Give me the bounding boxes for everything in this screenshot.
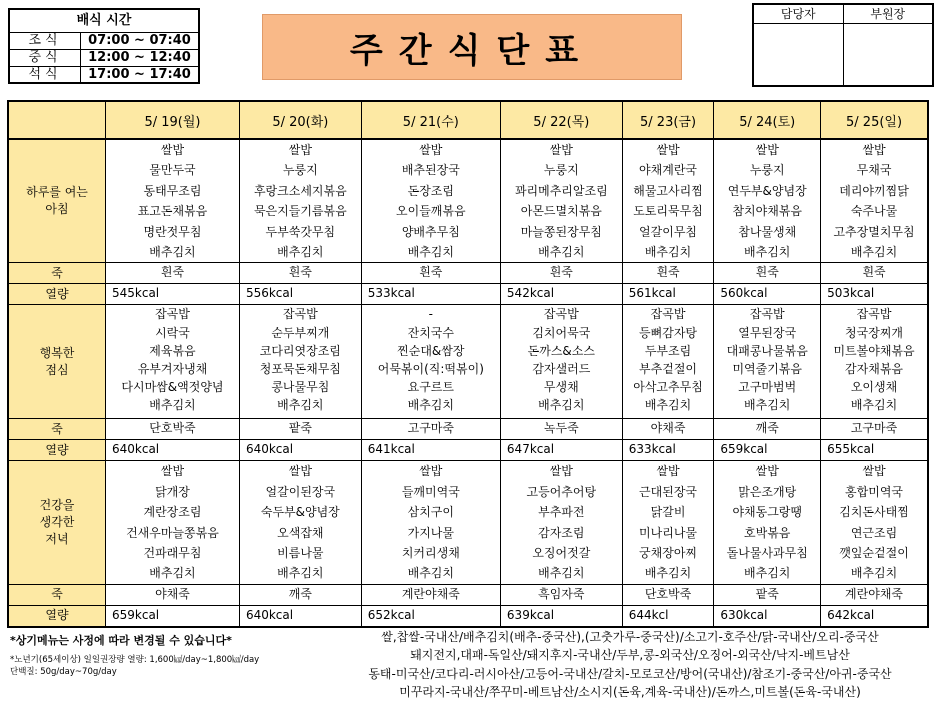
kcal-cell: 639kcal bbox=[500, 605, 622, 627]
menu-item: 두부조림 bbox=[644, 343, 692, 358]
menu-item: 쌀밥 bbox=[656, 143, 680, 157]
porridge-cell: 흰죽 bbox=[361, 263, 500, 284]
menu-item: 잡곡밥 bbox=[282, 307, 318, 322]
menu-cell bbox=[622, 461, 714, 584]
menu-item: 명란젓무침 bbox=[143, 224, 202, 239]
menu-cell bbox=[714, 139, 821, 263]
menu-item: 참나물생채 bbox=[738, 224, 797, 239]
origin-line: 쌀,찹쌀-국내산/배추김치(배추-중국산),(고춧가루-중국산)/소고기-호주산/닭-국내산/오리-중국산 bbox=[381, 630, 879, 644]
menu-item: 시락국 bbox=[155, 325, 190, 340]
lunch-porridge-row bbox=[8, 419, 928, 440]
signature-area bbox=[844, 24, 933, 85]
label-line: 건강을 bbox=[39, 498, 75, 513]
kcal-label: 열량 bbox=[8, 605, 106, 627]
menu-item: 배추김치 bbox=[850, 566, 898, 581]
menu-item: 잡곡밥 bbox=[650, 307, 686, 322]
menu-cell bbox=[239, 305, 361, 419]
menu-item: 배추김치 bbox=[744, 566, 791, 581]
origin-line: 미꾸라지-국내산/쭈꾸미-베트남산/소시지(돈육,계육-국내산)/돈까스,미트볼(돈육-국내산) bbox=[399, 685, 861, 700]
menu-item: 배추김치 bbox=[407, 398, 454, 413]
kcal-cell: 556kcal bbox=[239, 284, 361, 305]
menu-item: - bbox=[428, 307, 433, 322]
serving-meal-label: 중식 bbox=[10, 50, 81, 66]
menu-cell bbox=[239, 461, 361, 584]
kcal-cell: 647kcal bbox=[500, 440, 622, 461]
kcal-cell: 640kcal bbox=[239, 605, 361, 627]
menu-item: 감자채볶음 bbox=[845, 362, 904, 377]
menu-item: 도토리묵무침 bbox=[633, 204, 703, 219]
day-header: 5/ 24(토) bbox=[714, 101, 821, 139]
menu-item: 무채국 bbox=[856, 163, 892, 178]
signature-area bbox=[754, 24, 843, 85]
menu-item: 쌀밥 bbox=[656, 464, 680, 479]
porridge-cell: 흰죽 bbox=[500, 263, 622, 284]
kcal-cell: 503kcal bbox=[821, 284, 928, 305]
porridge-cell: 야채죽 bbox=[106, 584, 240, 605]
porridge-cell: 녹두죽 bbox=[500, 419, 622, 440]
serving-row-breakfast bbox=[10, 33, 198, 50]
menu-cell bbox=[106, 461, 240, 584]
approval-label: 부원장 bbox=[844, 5, 933, 24]
change-notice: *상기메뉴는 사정에 따라 변경될 수 있습니다* bbox=[10, 634, 232, 647]
porridge-cell: 흑임자죽 bbox=[500, 584, 622, 605]
porridge-cell: 흰죽 bbox=[106, 263, 240, 284]
day-header: 5/ 22(목) bbox=[500, 101, 622, 139]
kcal-cell: 630kcal bbox=[714, 605, 821, 627]
menu-item: 찐순대&쌈장 bbox=[397, 343, 465, 358]
menu-item: 미나리나물 bbox=[639, 525, 698, 540]
menu-item: 잡곡밥 bbox=[856, 307, 892, 322]
lunch-label bbox=[8, 305, 106, 419]
label-line: 하루를 여는 bbox=[26, 185, 88, 200]
serving-meal-label: 석식 bbox=[10, 67, 81, 83]
menu-item: 배추김치 bbox=[644, 566, 692, 581]
kcal-cell: 652kcal bbox=[361, 605, 500, 627]
menu-item: 배추김치 bbox=[407, 245, 454, 260]
menu-item: 오징어젓갈 bbox=[532, 546, 591, 561]
menu-item: 호박볶음 bbox=[744, 525, 791, 540]
menu-cell bbox=[622, 139, 714, 263]
breakfast-porridge-row bbox=[8, 263, 928, 284]
menu-item: 쌀밥 bbox=[288, 464, 312, 479]
menu-item: 숙두부&양념장 bbox=[260, 505, 340, 520]
menu-item: 근대된장국 bbox=[639, 484, 698, 499]
menu-item: 제육볶음 bbox=[149, 343, 196, 358]
menu-item: 건파래무침 bbox=[143, 546, 202, 561]
menu-item: 감자샐러드 bbox=[532, 362, 591, 377]
serving-time-value: 07:00 ~ 07:40 bbox=[88, 33, 191, 48]
menu-item: 배추김치 bbox=[850, 398, 898, 413]
menu-cell bbox=[821, 305, 928, 419]
menu-cell bbox=[500, 461, 622, 584]
menu-item: 쌀밥 bbox=[419, 464, 443, 479]
menu-item: 쌀밥 bbox=[549, 143, 573, 157]
menu-item: 가지나물 bbox=[407, 525, 454, 540]
approval-column-manager bbox=[754, 5, 844, 85]
kcal-cell: 542kcal bbox=[500, 284, 622, 305]
menu-item: 배추김치 bbox=[744, 245, 791, 260]
menu-item: 오이들깨볶음 bbox=[396, 204, 466, 219]
menu-cell bbox=[361, 139, 500, 263]
kcal-cell: 659kcal bbox=[714, 440, 821, 461]
kcal-cell: 640kcal bbox=[106, 440, 240, 461]
menu-item: 돌나물사과무침 bbox=[726, 546, 808, 561]
menu-item: 물만두국 bbox=[149, 163, 196, 178]
menu-item: 궁채장아찌 bbox=[639, 546, 698, 561]
menu-item: 쌀밥 bbox=[549, 464, 573, 479]
menu-item: 표고돈채볶음 bbox=[137, 204, 208, 219]
menu-item: 누룽지 bbox=[282, 163, 318, 178]
kcal-cell: 659kcal bbox=[106, 605, 240, 627]
menu-item: 배추된장국 bbox=[401, 163, 460, 178]
menu-item: 누룽지 bbox=[749, 163, 785, 178]
porridge-label: 죽 bbox=[8, 263, 106, 284]
menu-item: 배추김치 bbox=[538, 245, 585, 260]
menu-item: 꽈리메추리알조림 bbox=[514, 183, 608, 198]
porridge-cell: 팥죽 bbox=[239, 419, 361, 440]
kcal-cell: 533kcal bbox=[361, 284, 500, 305]
menu-item: 감자조림 bbox=[538, 525, 585, 540]
menu-item: 요구르트 bbox=[407, 380, 454, 395]
porridge-cell: 팥죽 bbox=[714, 584, 821, 605]
menu-item: 닭개장 bbox=[155, 484, 190, 499]
kcal-cell: 560kcal bbox=[714, 284, 821, 305]
day-header: 5/ 25(일) bbox=[821, 101, 928, 139]
porridge-label: 죽 bbox=[8, 584, 106, 605]
menu-item: 무생채 bbox=[543, 380, 579, 395]
kcal-cell: 561kcal bbox=[622, 284, 714, 305]
menu-item: 계란장조림 bbox=[143, 505, 202, 520]
kcal-label: 열량 bbox=[8, 440, 106, 461]
approval-label: 담당자 bbox=[754, 5, 843, 24]
menu-cell bbox=[622, 305, 714, 419]
porridge-cell: 깨죽 bbox=[239, 584, 361, 605]
menu-item: 쌀밥 bbox=[755, 143, 779, 157]
menu-item: 등뼈감자탕 bbox=[639, 325, 698, 340]
porridge-cell: 고구마죽 bbox=[361, 419, 500, 440]
menu-item: 부추겉절이 bbox=[639, 362, 698, 377]
menu-item: 양배추무침 bbox=[401, 224, 460, 239]
kcal-cell: 655kcal bbox=[821, 440, 928, 461]
dinner-kcal-row bbox=[8, 605, 928, 627]
menu-item: 맑은조개탕 bbox=[738, 484, 797, 499]
menu-item: 건새우마늘쫑볶음 bbox=[126, 525, 219, 540]
menu-item: 배추김치 bbox=[277, 245, 324, 260]
porridge-cell: 흰죽 bbox=[622, 263, 714, 284]
menu-item: 고구마범벅 bbox=[738, 380, 797, 395]
page-title: 주간식단표 bbox=[262, 14, 682, 80]
menu-item: 쌀밥 bbox=[288, 143, 312, 157]
menu-item: 오색잡채 bbox=[277, 525, 324, 540]
menu-item: 배추김치 bbox=[277, 398, 324, 413]
menu-item: 배추김치 bbox=[744, 398, 791, 413]
menu-item: 어묵볶이(직:떡볶이) bbox=[377, 362, 484, 377]
nutrition-guide-energy: *노년기(65세이상) 일일권장량 열량: 1,600㎉/day~1,800㎉/day bbox=[10, 655, 260, 665]
approval-column-deputy bbox=[844, 5, 933, 85]
menu-cell bbox=[106, 305, 240, 419]
menu-item: 잡곡밥 bbox=[749, 307, 785, 322]
porridge-cell: 계란야채죽 bbox=[821, 584, 928, 605]
breakfast-kcal-row bbox=[8, 284, 928, 305]
menu-item: 아몬드멸치볶음 bbox=[520, 204, 602, 219]
menu-item: 홍합미역국 bbox=[845, 484, 904, 499]
menu-item: 배추김치 bbox=[149, 398, 196, 413]
menu-item: 배추김치 bbox=[538, 398, 585, 413]
menu-item: 데리야끼찜닭 bbox=[839, 183, 909, 198]
menu-cell bbox=[500, 305, 622, 419]
menu-item: 고등어추어탕 bbox=[526, 484, 597, 499]
menu-item: 순두부찌개 bbox=[271, 325, 330, 340]
serving-time-value: 17:00 ~ 17:40 bbox=[88, 67, 191, 82]
day-header: 5/ 23(금) bbox=[622, 101, 714, 139]
menu-item: 돈까스&소스 bbox=[527, 343, 595, 358]
origin-line: 돼지전지,대패-독일산/돼지후지-국내산/두부,콩-외국산/오징어-외국산/낙지-베트남산 bbox=[410, 648, 850, 663]
kcal-cell: 642kcal bbox=[821, 605, 928, 627]
weekly-menu-table bbox=[7, 100, 929, 628]
day-header: 5/ 21(수) bbox=[361, 101, 500, 139]
label-line: 아침 bbox=[45, 202, 69, 217]
porridge-cell: 단호박죽 bbox=[106, 419, 240, 440]
menu-item: 부추파전 bbox=[538, 505, 585, 520]
menu-item: 삼치구이 bbox=[407, 505, 454, 520]
menu-item: 배추김치 bbox=[149, 245, 196, 260]
menu-item: 마늘쫑된장무침 bbox=[520, 224, 602, 239]
menu-item: 미트볼야채볶음 bbox=[833, 343, 915, 358]
menu-cell bbox=[821, 139, 928, 263]
porridge-label: 죽 bbox=[8, 419, 106, 440]
menu-item: 연두부&양념장 bbox=[727, 183, 807, 198]
menu-cell bbox=[500, 139, 622, 263]
menu-cell bbox=[106, 139, 240, 263]
menu-item: 후랑크소세지볶음 bbox=[253, 183, 347, 198]
origin-info bbox=[330, 628, 930, 702]
menu-item: 야채계란국 bbox=[639, 163, 698, 178]
menu-item: 들깨미역국 bbox=[401, 484, 460, 499]
menu-item: 청포묵돈채무침 bbox=[259, 362, 341, 377]
serving-row-dinner bbox=[10, 67, 198, 83]
menu-item: 잡곡밥 bbox=[543, 307, 579, 322]
serving-time-box bbox=[8, 8, 200, 84]
menu-item: 배추김치 bbox=[644, 398, 692, 413]
serving-time-title: 배식 시간 bbox=[10, 10, 198, 33]
menu-item: 쌀밥 bbox=[862, 464, 886, 479]
kcal-cell: 640kcal bbox=[239, 440, 361, 461]
lunch-kcal-row bbox=[8, 440, 928, 461]
menu-item: 대패콩나물볶음 bbox=[726, 343, 808, 358]
porridge-cell: 고구마죽 bbox=[821, 419, 928, 440]
menu-item: 비름나물 bbox=[277, 546, 324, 561]
menu-item: 돈장조림 bbox=[407, 183, 454, 198]
serving-time-value: 12:00 ~ 12:40 bbox=[88, 50, 191, 65]
menu-item: 치커리생채 bbox=[401, 546, 460, 561]
menu-cell bbox=[239, 139, 361, 263]
label-line: 저녁 bbox=[45, 532, 69, 547]
menu-item: 쌀밥 bbox=[160, 143, 185, 157]
dinner-label bbox=[8, 461, 106, 584]
menu-item: 쌀밥 bbox=[419, 143, 443, 157]
corner-cell bbox=[8, 101, 106, 139]
lunch-row bbox=[8, 305, 928, 419]
menu-item: 유부겨자냉채 bbox=[137, 362, 208, 377]
footer-notes bbox=[10, 632, 330, 678]
kcal-label: 열량 bbox=[8, 284, 106, 305]
menu-item: 배추김치 bbox=[407, 566, 454, 581]
menu-item: 쌀밥 bbox=[862, 143, 886, 157]
label-line: 생각한 bbox=[39, 515, 75, 530]
menu-item: 연근조림 bbox=[850, 525, 898, 540]
menu-item: 쌀밥 bbox=[755, 464, 779, 479]
menu-item: 콩나물무침 bbox=[271, 380, 330, 395]
menu-item: 배추김치 bbox=[850, 245, 898, 260]
dinner-row bbox=[8, 461, 928, 584]
menu-cell bbox=[714, 461, 821, 584]
label-line: 점심 bbox=[45, 362, 69, 377]
menu-item: 쌀밥 bbox=[160, 464, 185, 479]
porridge-cell: 깨죽 bbox=[714, 419, 821, 440]
serving-meal-label: 조식 bbox=[10, 33, 81, 49]
menu-item: 숙주나물 bbox=[850, 204, 898, 219]
kcal-cell: 633kcal bbox=[622, 440, 714, 461]
menu-item: 얼갈이무침 bbox=[639, 224, 698, 239]
menu-item: 고추장멸치무침 bbox=[833, 224, 915, 239]
menu-item: 코다리엿장조림 bbox=[259, 343, 341, 358]
menu-item: 다시마쌈&액젓양념 bbox=[121, 380, 224, 395]
day-header: 5/ 20(화) bbox=[239, 101, 361, 139]
day-header-row bbox=[8, 101, 928, 139]
menu-item: 배추김치 bbox=[538, 566, 585, 581]
menu-item: 청국장찌개 bbox=[845, 325, 904, 340]
kcal-cell: 644kcl bbox=[622, 605, 714, 627]
porridge-cell: 단호박죽 bbox=[622, 584, 714, 605]
menu-item: 깻잎순겉절이 bbox=[839, 546, 909, 561]
menu-item: 배추김치 bbox=[149, 566, 196, 581]
menu-item: 야채동그랑땡 bbox=[732, 505, 802, 520]
menu-cell bbox=[714, 305, 821, 419]
menu-item: 얼갈이된장국 bbox=[265, 484, 336, 499]
menu-item: 미역줄기볶음 bbox=[732, 362, 802, 377]
menu-item: 두부쑥갓무침 bbox=[265, 224, 336, 239]
menu-item: 닭갈비 bbox=[650, 505, 686, 520]
nutrition-guide-protein: 단백질: 50g/day~70g/day bbox=[10, 667, 117, 677]
menu-item: 오이생채 bbox=[850, 380, 898, 395]
porridge-cell: 흰죽 bbox=[821, 263, 928, 284]
kcal-cell: 545kcal bbox=[106, 284, 240, 305]
menu-item: 잡곡밥 bbox=[155, 307, 190, 322]
menu-item: 동태무조림 bbox=[143, 183, 202, 198]
menu-item: 잔치국수 bbox=[407, 325, 454, 340]
menu-cell bbox=[361, 305, 500, 419]
menu-cell bbox=[821, 461, 928, 584]
origin-line: 동태-미국산/코다리-러시아산/고등어-국내산/갈치-모로코산/방어(국내산)/참조기-중국산/아귀-중국산 bbox=[368, 666, 892, 681]
breakfast-label bbox=[8, 139, 106, 263]
dinner-porridge-row bbox=[8, 584, 928, 605]
menu-item: 김치어묵국 bbox=[532, 325, 591, 340]
serving-row-lunch bbox=[10, 50, 198, 67]
breakfast-row bbox=[8, 139, 928, 263]
menu-item: 해물고사리찜 bbox=[633, 183, 703, 198]
menu-item: 배추김치 bbox=[644, 245, 692, 260]
menu-item: 묵은지들기름볶음 bbox=[253, 204, 347, 219]
porridge-cell: 흰죽 bbox=[239, 263, 361, 284]
menu-cell bbox=[361, 461, 500, 584]
menu-item: 참치야채볶음 bbox=[732, 204, 802, 219]
day-header: 5/ 19(월) bbox=[106, 101, 240, 139]
label-line: 행복한 bbox=[39, 345, 75, 360]
porridge-cell: 계란야채죽 bbox=[361, 584, 500, 605]
approval-box bbox=[752, 3, 934, 87]
menu-item: 누룽지 bbox=[543, 163, 579, 178]
kcal-cell: 641kcal bbox=[361, 440, 500, 461]
porridge-cell: 흰죽 bbox=[714, 263, 821, 284]
porridge-cell: 야채죽 bbox=[622, 419, 714, 440]
menu-item: 배추김치 bbox=[277, 566, 324, 581]
menu-item: 아삭고추무침 bbox=[633, 380, 703, 395]
menu-item: 열무된장국 bbox=[738, 325, 797, 340]
menu-item: 김치돈사태찜 bbox=[839, 505, 909, 520]
